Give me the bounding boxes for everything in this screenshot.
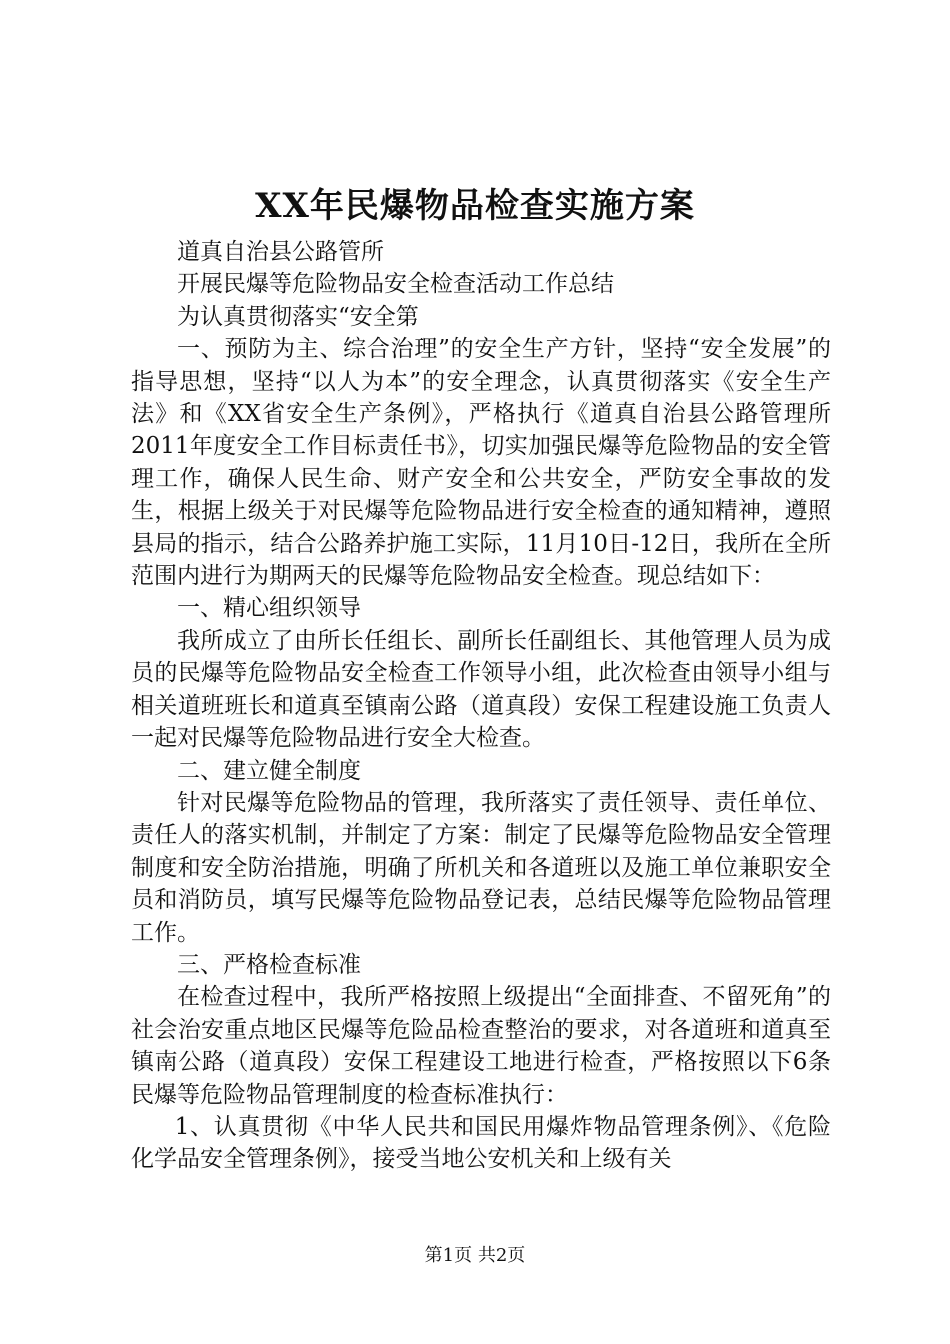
document-body	[131, 236, 831, 1176]
paragraph-section-2: 针对民爆等危险物品的管理，我所落实了责任领导、责任单位、责任人的落实机制，并制定了方案：制定了民爆等危险物品安全管理制度和安全防治措施，明确了所机关和各道班以及施工单位兼职安全员和消防员，填写民爆等危险物品登记表，总结民爆等危险物品管理工作。	[131, 789, 831, 946]
document-title: XX年民爆物品检查实施方案	[255, 186, 695, 226]
paragraph-section-3: 在检查过程中，我所严格按照上级提出“全面排查、不留死角”的社会治安重点地区民爆等危险品检查整治的要求，对各道班和道真至镇南公路（道真段）安保工程建设工地进行检查，严格按照以下6条民爆等危险物品管理制度的检查标准执行：	[131, 984, 831, 1108]
paragraph-section-1: 我所成立了由所长任组长、副所长任副组长、其他管理人员为成员的民爆等危险物品安全检查工作领导小组，此次检查由领导小组与相关道班班长和道真至镇南公路（道真段）安保工程建设施工负责人一起对民爆等危险物品进行安全大检查。	[131, 627, 831, 752]
section-heading-3: 三、严格检查标准	[177, 951, 361, 978]
section-heading-2: 二、建立健全制度	[177, 757, 361, 784]
paragraph-policy: 一、预防为主、综合治理”的安全生产方针，坚持“安全发展”的指导思想，坚持“以人为本”的安全理念，认真贯彻落实《安全生产法》和《XX省安全生产条例》，严格执行《道真自治县公路管理所2011年度安全工作目标责任书》，切实加强民爆等危险物品的安全管理工作，确保人民生命、财产安全和公共安全，严防安全事故的发生，根据上级关于对民爆等危险物品进行安全检查的通知精神，遵照县局的指示，结合公路养护施工实际，11月10日-12日，我所在全所范围内进行为期两天的民爆等危险物品安全检查。现总结如下：	[131, 336, 831, 590]
section-heading-1: 一、精心组织领导	[177, 595, 361, 622]
paragraph-subtitle: 开展民爆等危险物品安全检查活动工作总结	[177, 271, 614, 298]
paragraph-org: 道真自治县公路管所	[177, 239, 384, 265]
page-footer: 第1页 共2页	[424, 1245, 526, 1266]
paragraph-intro: 为认真贯彻落实“安全第	[177, 303, 419, 330]
paragraph-rule-1: 1、认真贯彻《中华人民共和国民用爆炸物品管理条例》、《危险化学品安全管理条例》，接受当地公安机关和上级有关	[131, 1113, 831, 1173]
